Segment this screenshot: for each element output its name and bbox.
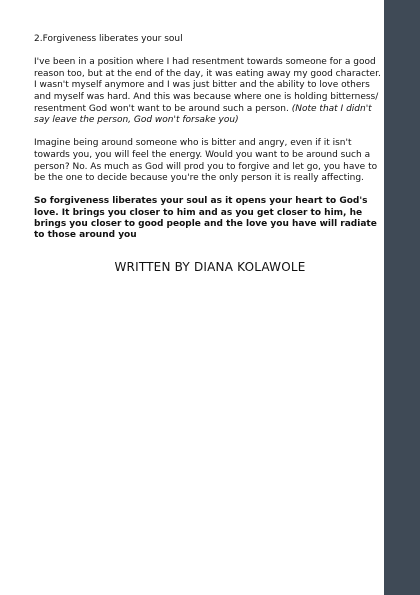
article-body xyxy=(34,34,382,253)
paragraph-1-text: I've been in a position where I had resentment towards someone for a good reason too, but at the end of the day, it was eating away my good character. I wasn't myself anymore and I was just bitter and the ability to love others and myself was hard. And this was because where one is holding bitterness/ resentment God won't want to be around such a person. xyxy=(34,57,381,114)
author-credit: WRITTEN BY DIANA KOLAWOLE xyxy=(114,260,306,274)
paragraph-2: Imagine being around someone who is bitter and angry, even if it isn't towards you, you will feel the energy. Would you want to be around such a person? No. As much as God will prod you to forgive and let go, you have to be the one to decide because you're the only person it is really affecting. xyxy=(34,138,378,184)
section-heading: 2.Forgiveness liberates your soul xyxy=(34,34,183,44)
right-sidebar-bar xyxy=(384,0,420,595)
paragraph-1 xyxy=(34,57,382,127)
paragraph-3-bold: So forgiveness liberates your soul as it opens your heart to God's love. It brings you closer to him and as you get closer to him, he brings you closer to good people and the love you have will radiate to those around you xyxy=(34,196,377,241)
paragraph-1-note: (Note that I didn't say leave the person, God won't forsake you) xyxy=(34,103,372,126)
